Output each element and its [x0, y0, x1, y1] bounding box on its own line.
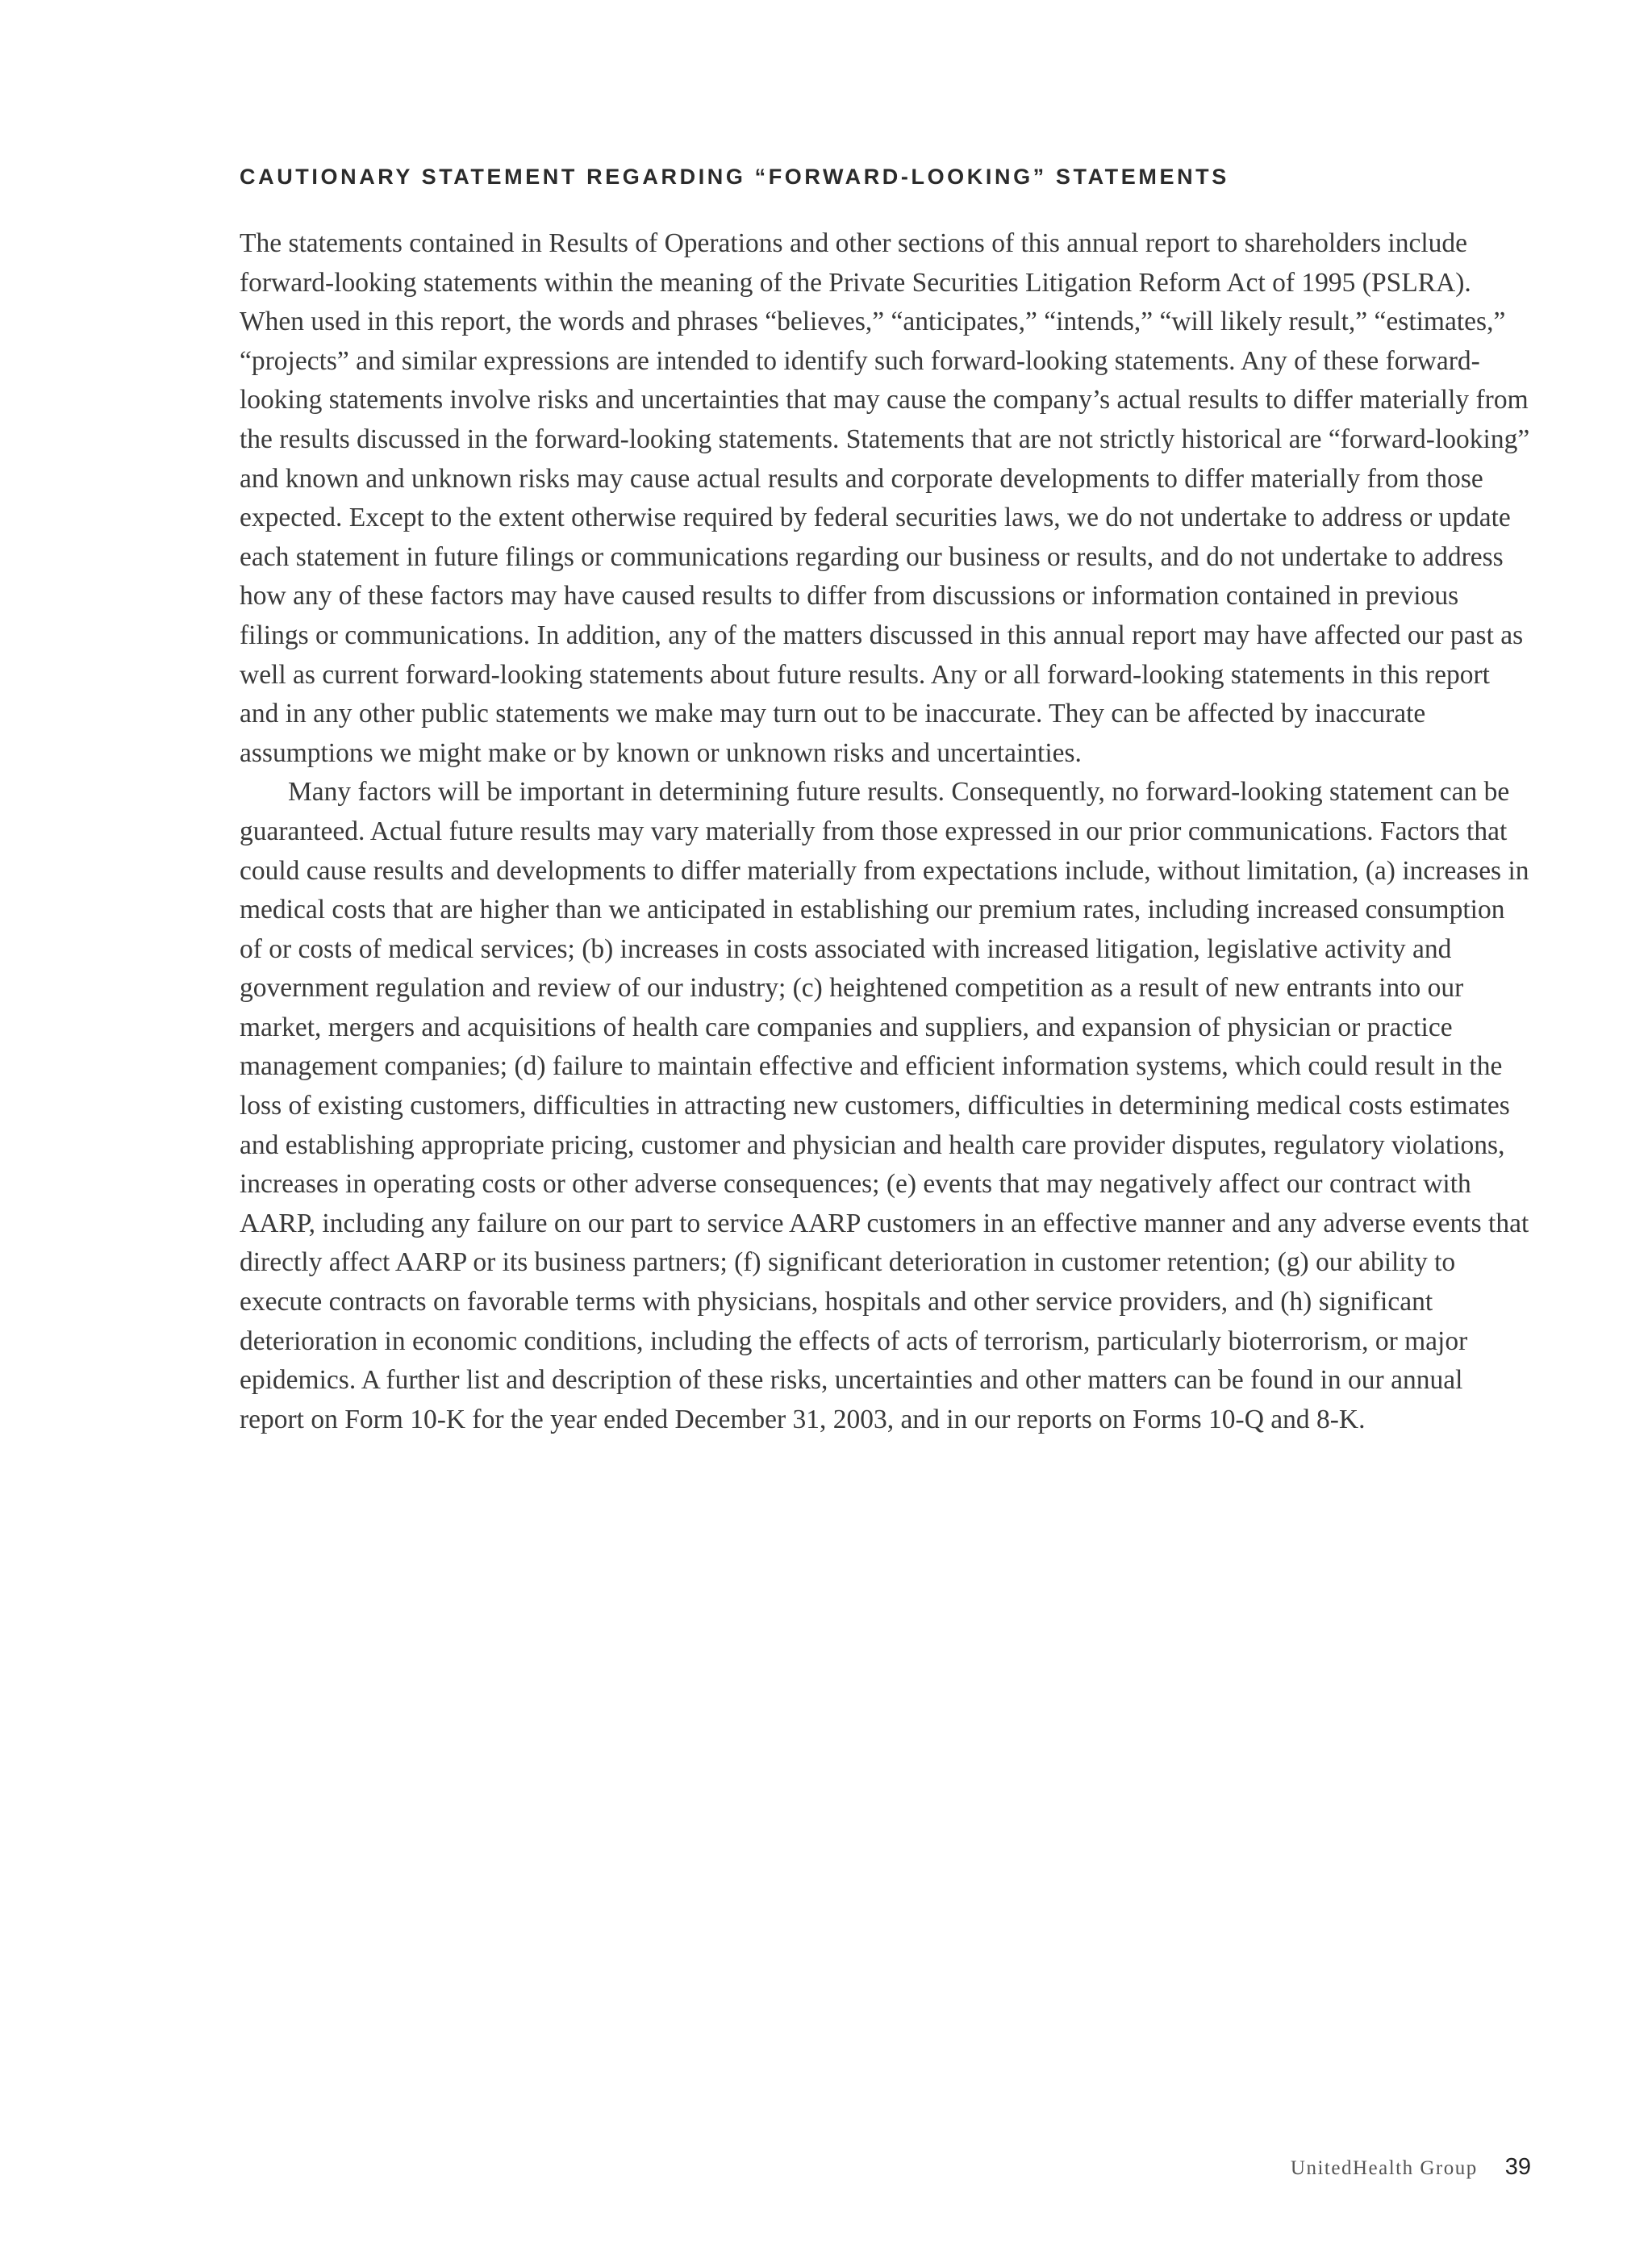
- footer-company-name: UnitedHealth Group: [1290, 2157, 1478, 2179]
- section-heading: CAUTIONARY STATEMENT REGARDING “FORWARD-LOOKING” STATEMENTS: [240, 165, 1229, 189]
- page-number: 39: [1504, 2154, 1531, 2180]
- paragraph-1: The statements contained in Results of Operations and other sections of this annual report to shareholders include forward-looking statements within the meaning of the Private Securities Litigation Reform Act of 1995 (PSLRA). When used in this report, the words and phrases “believes,” “anticipates,” “intends,” “will likely result,” “estimates,” “projects” and similar expressions are intended to identify such forward-looking statements. Any of these forward-looking statements involve risks and uncertainties that may cause the company’s actual results to differ materially from the results discussed in the forward-looking statements. Statements that are not strictly historical are “forward-looking” and known and unknown risks may cause actual results and corporate developments to differ materially from those expected. Except to the extent otherwise required by federal securities laws, we do not undertake to address or update each statement in future filings or communications regarding our business or results, and do not undertake to address how any of these factors may have caused results to differ from discussions or information contained in previous filings or communications. In addition, any of the matters discussed in this annual report may have affected our past as well as current forward-looking statements about future results. Any or all forward-looking statements in this report and in any other public statements we make may turn out to be inaccurate. They can be affected by inaccurate assumptions we might make or by known or unknown risks and uncertainties.: [240, 228, 1530, 768]
- page-footer: [1291, 2154, 1531, 2181]
- paragraph-2: Many factors will be important in determining future results. Consequently, no forward-looking statement can be guaranteed. Actual future results may vary materially from those expressed in our prior communications. Factors that could cause results and developments to differ materially from expectations include, without limitation, (a) increases in medical costs that are higher than we anticipated in establishing our premium rates, including increased consumption of or costs of medical services; (b) increases in costs associated with increased litigation, legislative activity and government regulation and review of our industry; (c) heightened competition as a result of new entrants into our market, mergers and acquisitions of health care companies and suppliers, and expansion of physician or practice management companies; (d) failure to maintain effective and efficient information systems, which could result in the loss of existing customers, difficulties in attracting new customers, difficulties in determining medical costs estimates and establishing appropriate pricing, customer and physician and health care provider disputes, regulatory violations, increases in operating costs or other adverse consequences; (e) events that may negatively affect our contract with AARP, including any failure on our part to service AARP customers in an effective manner and any adverse events that directly affect AARP or its business partners; (f) significant deterioration in customer retention; (g) our ability to execute contracts on favorable terms with physicians, hospitals and other service providers, and (h) significant deterioration in economic conditions, including the effects of acts of terrorism, particularly bioterrorism, or major epidemics. A further list and description of these risks, uncertainties and other matters can be found in our annual report on Form 10-K for the year ended December 31, 2003, and in our reports on Forms 10-Q and 8-K.: [240, 777, 1529, 1434]
- body-text: [240, 224, 1530, 1439]
